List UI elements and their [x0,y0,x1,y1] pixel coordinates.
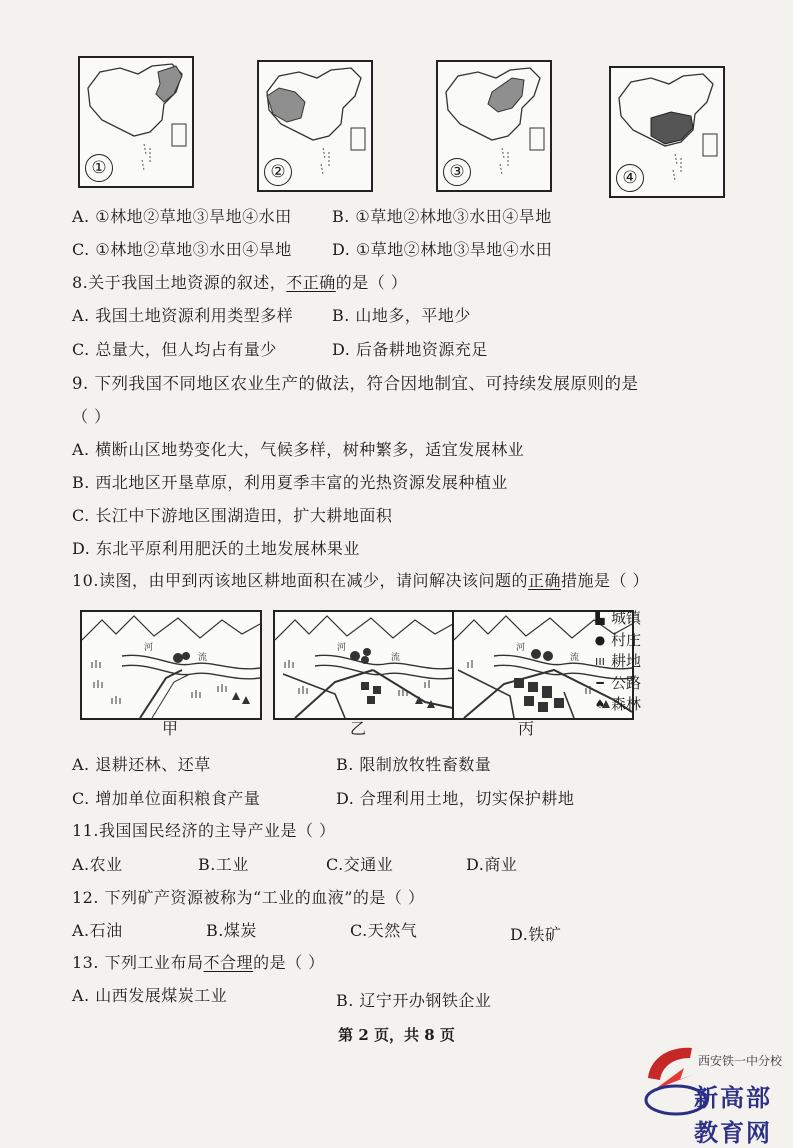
q13-stem-post: 的是（ ） [253,953,325,972]
tree-icon: ♠ [594,697,606,711]
q11-stem: 11.我国国民经济的主导产业是（ ） [72,821,336,840]
china-map-1 [78,56,194,188]
q10-option-d: D. 合理利用土地，切实保护耕地 [336,789,575,808]
land-use-scene [82,612,260,718]
legend-label: 耕地 [611,652,642,670]
legend-label: 森林 [611,695,642,713]
q12-option-b: B.煤炭 [206,921,257,940]
q9-option-c: C. 长江中下游地区围湖造田，扩大耕地面积 [72,506,393,525]
land-use-scene [275,612,453,718]
q8-stem-post: 的是（ ） [335,273,408,292]
scene-jia [80,610,262,720]
q13-option-a: A. 山西发展煤炭工业 [72,986,228,1005]
q8-option-d: D. 后备耕地资源充足 [332,340,488,359]
scene-label-bing: 丙 [518,719,535,738]
q12-option-c: C.天然气 [350,921,418,940]
farmland-icon: ııı [594,654,605,668]
q8-option-c: C. 总量大，但人均占有量少 [72,340,277,359]
q7-option-a: A. ①林地②草地③旱地④水田 [72,207,292,226]
q10-stem-key: 正确 [527,571,561,590]
river-text: 河 [516,643,526,653]
q7-option-d: D. ①草地②林地③旱地④水田 [332,240,553,259]
q10-option-a: A. 退耕还林、还草 [72,755,211,774]
q7-option-c: C. ①林地②草地③水田④旱地 [72,240,292,259]
q9-option-a: A. 横断山区地势变化大，气候多样，树种繁多，适宜发展林业 [72,440,525,459]
legend-item [592,630,641,652]
legend-item [592,651,641,673]
watermark-site: 新高部教育网 [694,1083,772,1147]
river-text: 流 [198,653,208,663]
scene-yi [273,610,455,720]
q11-option-a: A.农业 [72,855,123,874]
scene-label-yi: 乙 [350,719,367,738]
q9-option-d: D. 东北平原利用肥沃的土地发展林果业 [72,539,360,558]
road-icon: ━ [596,675,604,690]
watermark-school: 西安铁一中分校 [698,1054,783,1068]
legend-label: 城镇 [611,609,642,627]
q13-stem-pre: 13. 下列工业布局 [72,953,204,972]
q8-stem-key: 不正确 [286,273,336,292]
china-map-3 [436,60,552,192]
page-footer: 第 2 页，共 8 页 [338,1026,455,1044]
q10-stem-pre: 10.读图，由甲到丙该地区耕地面积在减少，请问解决该问题的 [72,571,528,590]
map-legend [592,608,641,716]
q11-option-c: C.交通业 [326,855,394,874]
q7-option-b: B. ①草地②林地③水田④旱地 [332,207,552,226]
map-label: ② [264,158,292,186]
legend-item [592,608,641,630]
scene-label-jia: 甲 [162,719,179,738]
map-label: ① [85,154,113,182]
q12-stem: 12. 下列矿产资源被称为“工业的血液”的是（ ） [72,888,425,907]
river-text: 流 [391,653,401,663]
q9-stem: 9. 下列我国不同地区农业生产的做法，符合因地制宜、可持续发展原则的是 [72,374,639,393]
legend-item [592,673,641,695]
q8-option-a: A. 我国土地资源利用类型多样 [72,306,294,325]
legend-label: 公路 [611,673,642,692]
china-map-4 [609,66,725,198]
china-map-2 [257,60,373,192]
river-text: 河 [337,643,347,653]
building-icon: ▙ [595,611,605,625]
q13-option-b: B. 辽宁开办钢铁企业 [336,991,492,1010]
q11-option-d: D.商业 [466,855,518,874]
river-text: 流 [570,653,580,663]
q10-stem [72,568,649,591]
q13-stem [72,950,325,973]
q12-option-a: A.石油 [72,921,123,940]
q8-stem [72,270,407,293]
map-label: ③ [443,158,471,186]
q12-option-d: D.铁矿 [510,925,562,944]
q8-stem-pre: 8.关于我国土地资源的叙述， [72,273,287,292]
river-text: 河 [144,643,154,653]
watermark-logo [640,1038,790,1147]
legend-label: 村庄 [611,630,642,649]
q10-option-c: C. 增加单位面积粮食产量 [72,789,261,808]
q10-option-b: B. 限制放牧牲畜数量 [336,755,492,774]
village-icon: ● [594,632,606,647]
q11-option-b: B.工业 [198,855,249,874]
q9-option-b: B. 西北地区开垦草原，利用夏季丰富的光热资源发展种植业 [72,473,508,492]
q9-blank: （ ） [72,407,111,426]
q8-option-b: B. 山地多，平地少 [332,306,471,325]
q13-stem-key: 不合理 [203,953,254,972]
map-label: ④ [616,164,644,192]
q10-stem-post: 措施是（ ） [560,571,650,590]
legend-item [592,694,641,716]
